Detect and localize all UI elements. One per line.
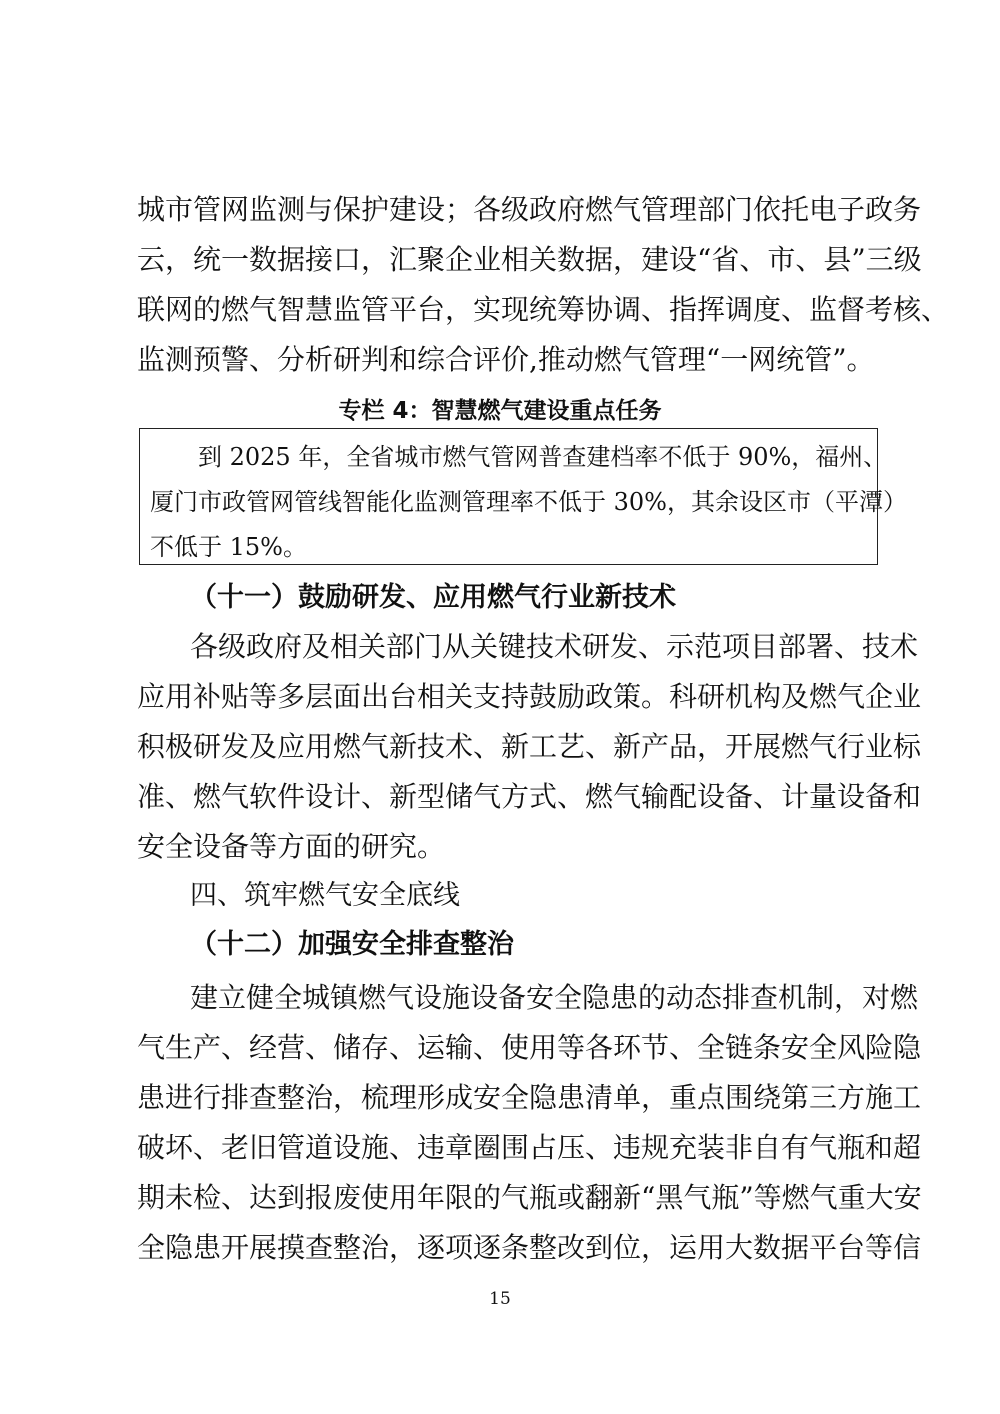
paragraph-line: 建立健全城镇燃气设施设备安全隐患的动态排查机制，对燃 xyxy=(190,981,919,1014)
column-box-title: 专栏 4：智慧燃气建设重点任务 xyxy=(338,398,662,424)
paragraph-line: 联网的燃气智慧监管平台，实现统筹协调、指挥调度、监督考核、 xyxy=(137,293,950,326)
paragraph-line: 积极研发及应用燃气新技术、新工艺、新产品，开展燃气行业标 xyxy=(137,730,922,763)
section-heading: （十一）鼓励研发、应用燃气行业新技术 xyxy=(190,582,676,613)
paragraph-line: 监测预警、分析研判和综合评价,推动燃气管理“一网统管”。 xyxy=(137,343,875,376)
paragraph-line: 患进行排查整治，梳理形成安全隐患清单，重点围绕第三方施工 xyxy=(137,1081,922,1114)
column-box-line: 到 2025 年，全省城市燃气管网普查建档率不低于 90%，福州、 xyxy=(198,443,888,471)
paragraph-line: 各级政府及相关部门从关键技术研发、示范项目部署、技术 xyxy=(190,630,919,663)
column-box-line: 不低于 15%。 xyxy=(150,533,307,561)
paragraph-line: 期未检、达到报废使用年限的气瓶或翻新“黑气瓶”等燃气重大安 xyxy=(137,1181,922,1214)
paragraph-line: 准、燃气软件设计、新型储气方式、燃气输配设备、计量设备和 xyxy=(137,780,922,813)
paragraph-line: 安全设备等方面的研究。 xyxy=(137,830,446,863)
paragraph-line: 气生产、经营、储存、运输、使用等各环节、全链条安全风险隐 xyxy=(137,1031,922,1064)
paragraph-line: 破坏、老旧管道设施、违章圈围占压、违规充装非自有气瓶和超 xyxy=(137,1131,922,1164)
paragraph-line: 应用补贴等多层面出台相关支持鼓励政策。科研机构及燃气企业 xyxy=(137,680,922,713)
column-box-line: 厦门市政管网管线智能化监测管理率不低于 30%，其余设区市（平潭） xyxy=(150,488,907,516)
paragraph-line: 城市管网监测与保护建设；各级政府燃气管理部门依托电子政务 xyxy=(137,193,922,226)
page-number: 15 xyxy=(489,1289,511,1309)
section-heading: （十二）加强安全排查整治 xyxy=(190,929,514,960)
part-heading: 四、筑牢燃气安全底线 xyxy=(190,880,460,911)
paragraph-line: 全隐患开展摸查整治，逐项逐条整改到位，运用大数据平台等信 xyxy=(137,1231,922,1264)
paragraph-line: 云，统一数据接口，汇聚企业相关数据，建设“省、市、县”三级 xyxy=(137,243,922,276)
